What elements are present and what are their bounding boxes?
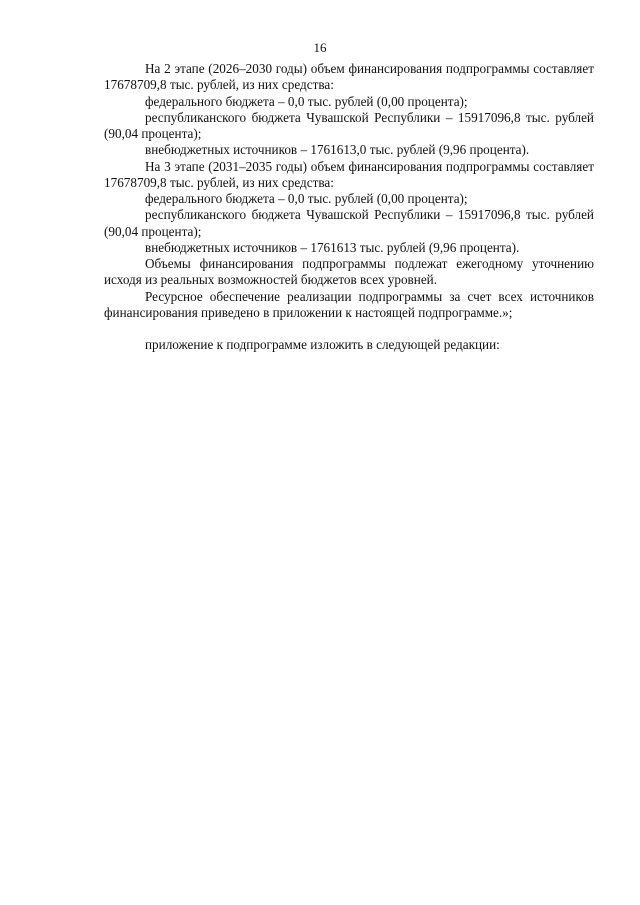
- paragraph-stage2-extrabudgetary: внебюджетных источников – 1761613,0 тыс. рублей (9,96 процента).: [145, 142, 530, 158]
- paragraph-stage3-federal: федерального бюджета – 0,0 тыс. рублей (0,00 процента);: [145, 191, 468, 206]
- paragraph-stage3-extrabudgetary: внебюджетных источников – 1761613 тыс. рублей (9,96 процента).: [145, 239, 520, 255]
- paragraph-funding-adjustment: Объемы финансирования подпрограммы подлежат ежегодному уточнению исходя из реальных возможностей бюджетов всех уровней.: [104, 256, 594, 288]
- paragraph-stage3-republican: республиканского бюджета Чувашской Республики – 15917096,8 тыс. рублей (90,04 процента);: [104, 207, 594, 239]
- paragraph-stage3-total: На 3 этапе (2031–2035 годы) объем финансирования подпрограммы составляет 17678709,8 тыс. рублей, из них средства:: [104, 158, 594, 190]
- paragraph-resource-provision: Ресурсное обеспечение реализации подпрограммы за счет всех источников финансирования приведено в приложении к настоящей подпрограмме.»;: [104, 288, 594, 320]
- page-number: 16: [313, 40, 327, 55]
- paragraph-stage2-republican: республиканского бюджета Чувашской Республики – 15917096,8 тыс. рублей (90,04 процента);: [104, 109, 594, 141]
- paragraph-gap: [104, 321, 594, 337]
- paragraph-appendix-instruction: приложение к подпрограмме изложить в следующей редакции:: [145, 337, 500, 353]
- paragraph-stage2-total: На 2 этапе (2026–2030 годы) объем финансирования подпрограммы составляет 17678709,8 тыс. рублей, из них средства:: [104, 61, 594, 93]
- paragraph-stage2-federal: федерального бюджета – 0,0 тыс. рублей (0,00 процента);: [145, 93, 468, 109]
- document-body: [104, 61, 594, 354]
